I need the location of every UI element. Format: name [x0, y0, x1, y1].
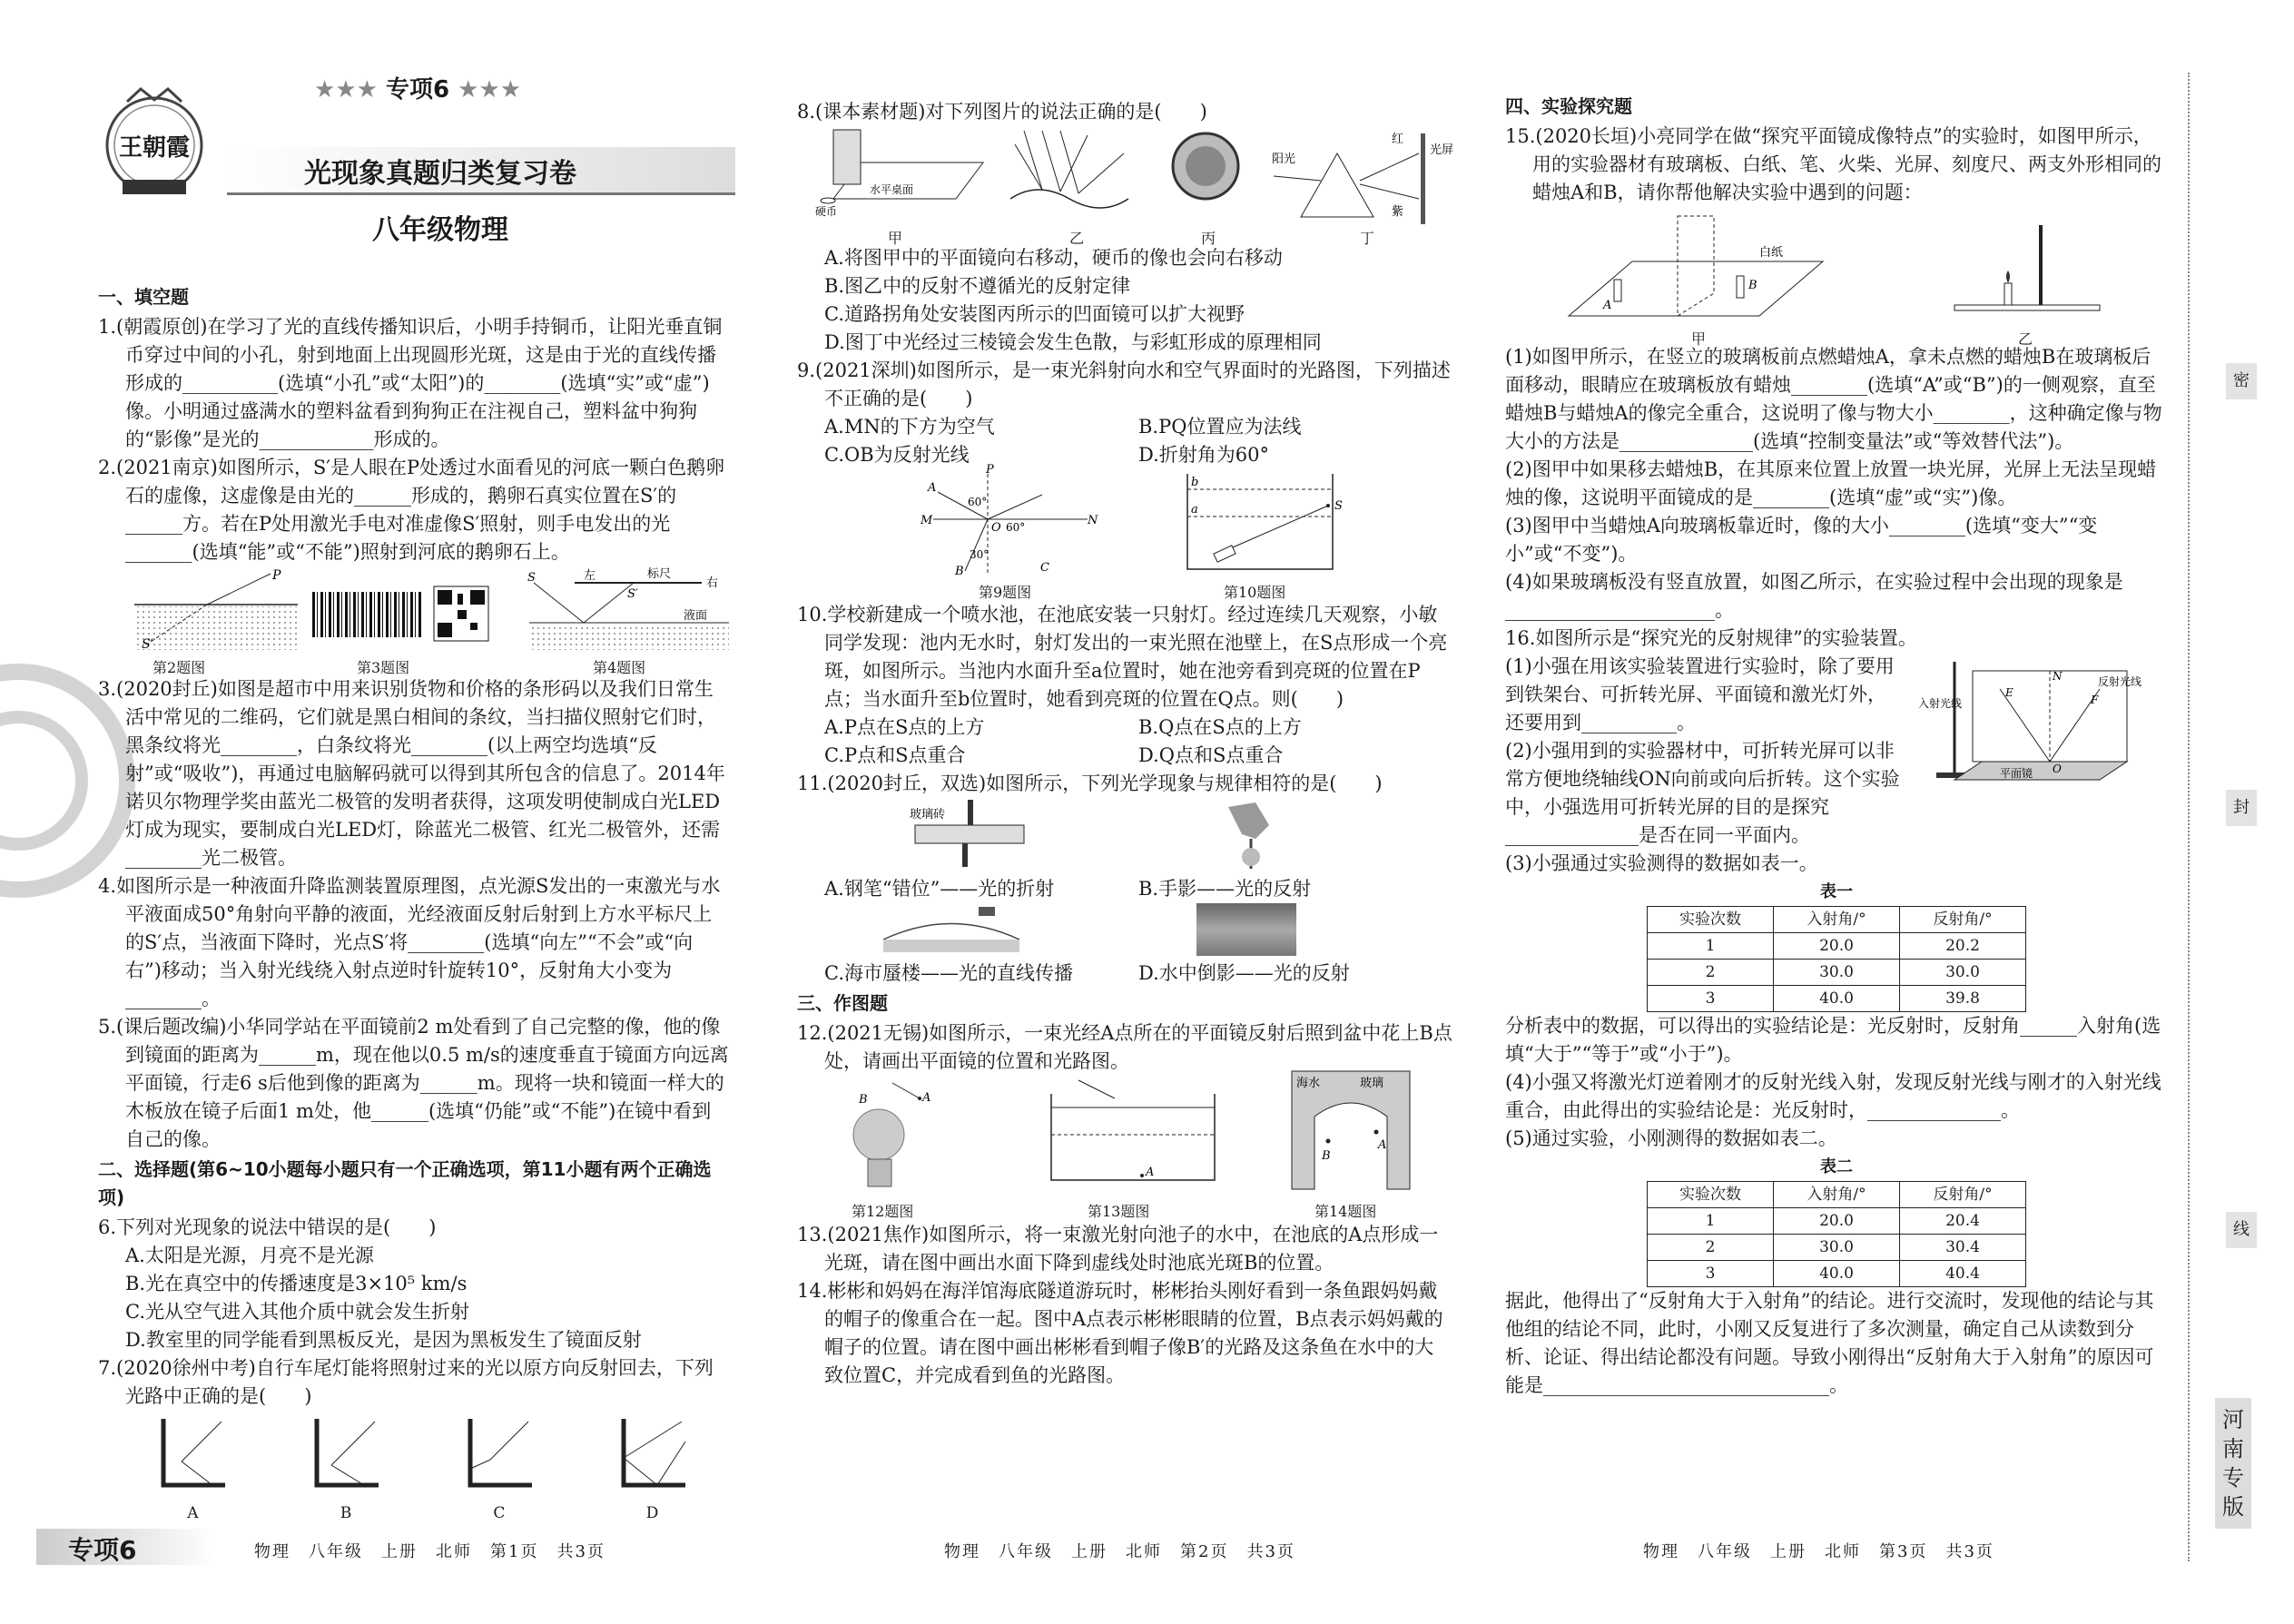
t1-cell: 3	[1648, 986, 1774, 1012]
q7-label-d: D	[645, 1504, 659, 1522]
q7-fig-c	[463, 1414, 536, 1528]
f4-label-liquid: 液面	[684, 609, 708, 623]
q10-option-a: A.P点在S点的上方	[824, 716, 985, 738]
q7-label-b: B	[340, 1504, 352, 1522]
special-tag: 专项6	[385, 76, 450, 103]
svg-text:60°: 60°	[1006, 521, 1026, 534]
fig15-jia	[1560, 207, 1832, 325]
q7-fig-d	[616, 1414, 689, 1528]
fig8-caption-jia: 甲	[888, 230, 903, 247]
svg-text:N: N	[1088, 514, 1098, 527]
svg-text:A: A	[922, 1091, 931, 1105]
t1-cell: 2	[1648, 960, 1774, 986]
fig11-shadow	[1219, 798, 1283, 871]
caption-fig3: 第3题图	[357, 659, 410, 676]
fig16-reflected: 反射光线	[2098, 675, 2142, 688]
fig8-yi	[1006, 126, 1133, 217]
svg-text:A: A	[928, 481, 937, 495]
fig15-paper: 白纸	[1759, 246, 1784, 260]
q9-option-c: C.OB为反射光线	[824, 444, 970, 466]
title-banner: ★★★ 专项6 ★★★	[313, 76, 522, 103]
fig8-red: 红	[1392, 133, 1404, 146]
q7-fig-b	[310, 1414, 382, 1528]
binding-mark-2: 封	[2226, 790, 2257, 826]
q16-part-5-conclusion: 据此，他得出了“反射角大于入射角”的结论。进行交流时，发现他的结论与其他组的结论不同，此时，小刚又反复进行了多次测量，确定自己从读数到分析、论证、得出结论都没有问题。导致小刚得出“反射角大于入射角”的原因可能是______________________________。	[1505, 1290, 2154, 1396]
column-2	[797, 98, 1452, 1390]
footer-page-1: 物理 八年级 上册 北师 第1页 共3页	[254, 1542, 605, 1561]
question-14: 14.彬彬和妈妈在海洋馆海底隧道游玩时，彬彬抬头刚好看到一条鱼跟妈妈戴的帽子的像重合在一起。图中A点表示彬彬眼睛的位置，B点表示妈妈戴的帽子的位置。请在图中画出彬彬看到帽子像B′的光路及这条鱼在水中的大致位置C，并完成看到鱼的光路图。	[797, 1280, 1443, 1386]
svg-text:P: P	[986, 463, 994, 477]
fig9	[915, 463, 1098, 578]
q16-part-1: (1)小强在用该实验装置进行实验时，除了要用到铁架台、可折转光屏、平面镜和激光灯外，还要用到__________。	[1505, 655, 1895, 733]
svg-text:O: O	[991, 521, 1001, 535]
q11-figures-bottom	[797, 903, 1452, 960]
q11-options-cd	[797, 960, 1452, 988]
q15-part-4: (4)如果玻璃板没有竖直放置，如图乙所示，在实验过程中会出现的现象是______________________。	[1505, 571, 2123, 621]
section-4-heading: 四、实验探究题	[1505, 95, 1632, 117]
footer-page-3: 物理 八年级 上册 北师 第3页 共3页	[1643, 1542, 1994, 1561]
question-15: 15.(2020长垣)小亮同学在做“探究平面镜成像特点”的实验时，如图甲所示，用的实验器材有玻璃板、白纸、笔、火柴、光屏、刻度尺、两支外形相同的蜡烛A和B，请你帮他解决实验中遇到的问题：	[1505, 125, 2161, 203]
svg-text:A: A	[1378, 1138, 1387, 1152]
q9-option-d: D.折射角为60°	[1138, 444, 1269, 466]
table-2	[1647, 1181, 2026, 1287]
q10-option-d: D.Q点和S点重合	[1138, 744, 1284, 766]
question-10: 10.学校新建成一个喷水池，在池底安装一只射灯。经过连续几天观察，小敏同学发现：池内无水时，射灯发出的一束光照在池壁上，在S点形成一个亮斑，如图所示。当池内水面升至a位置时，她在池旁看到亮斑的位置在P点；当水面升至b位置时，她看到亮斑的位置在Q点。则( )	[797, 604, 1448, 710]
question-8: 8.(课本素材题)对下列图片的说法正确的是( )	[797, 101, 1207, 123]
q6-option-d: D.教室里的同学能看到黑板反光，是因为黑板发生了镜面反射	[125, 1329, 642, 1351]
t1-cell: 20.2	[1900, 933, 2026, 960]
binding-mark-1: 密	[2226, 363, 2257, 399]
fig15-caption-yi: 乙	[2018, 330, 2033, 348]
q9-option-b: B.PQ位置应为法线	[1138, 416, 1302, 438]
caption-fig9: 第9题图	[979, 584, 1032, 601]
svg-text:M: M	[921, 514, 933, 527]
q7-label-c: C	[493, 1504, 506, 1522]
fig8-ding	[1265, 126, 1454, 226]
svg-text:A: A	[1603, 299, 1612, 312]
q15-figures	[1505, 207, 2168, 348]
svg-text:S′: S′	[627, 587, 638, 601]
figure-2	[125, 566, 307, 653]
fig8-coin: 硬币	[815, 205, 838, 218]
t1-cell: 1	[1648, 933, 1774, 960]
figures-2-4	[98, 566, 729, 675]
fig11-reflection	[1196, 903, 1296, 956]
svg-text:F: F	[2091, 694, 2099, 706]
fig8-caption-yi: 乙	[1069, 230, 1085, 247]
fig12	[852, 1076, 960, 1194]
q16-top	[1505, 653, 2168, 850]
fig14	[1287, 1067, 1414, 1194]
q11-option-b: B.手影——光的反射	[1138, 878, 1312, 900]
t2-cell: 1	[1648, 1208, 1774, 1235]
svg-text:b: b	[1191, 476, 1199, 489]
question-3: 3.(2020封丘)如图是超市中用来识别货物和价格的条形码以及我们日常生活中常见的二维码，它们就是黑白相间的条纹，当扫描仪照射它们时，黑条纹将光________，白条纹将光________(以上两空均选填“反射”或“吸收”)，再通过电脑解码就可以得到其所包含的信息了。2014年诺贝尔物理学奖由蓝光二极管的发明者获得，这项发明使制成白光LED灯成为现实，要制成白光LED灯，除蓝光二极管、红光二极管外，还需________光二极管。	[98, 678, 725, 869]
fig11-pen	[906, 798, 1033, 871]
svg-text:B: B	[859, 1093, 868, 1107]
t2-cell: 3	[1648, 1261, 1774, 1287]
question-13: 13.(2021焦作)如图所示，将一束激光射向池子的水中，在池底的A点形成一光斑，请在图中画出水面下降到虚线处时池底光斑B的位置。	[797, 1224, 1439, 1274]
q6-option-c: C.光从空气进入其他介质中就会发生折射	[125, 1301, 469, 1323]
svg-text:S: S	[527, 571, 536, 585]
q7-label-a: A	[187, 1504, 199, 1522]
question-7: 7.(2020徐州中考)自行车尾灯能将照射过来的光以原方向反射回去，下列光路中正确的是( )	[98, 1357, 714, 1407]
f4-label-right: 右	[706, 576, 719, 590]
svg-text:B: B	[1748, 279, 1757, 292]
question-6: 6.下列对光现象的说法中错误的是( )	[98, 1216, 437, 1238]
svg-text:30°: 30°	[970, 548, 989, 561]
section-3-heading: 三、作图题	[797, 992, 888, 1014]
q15-part-1: (1)如图甲所示，在竖立的玻璃板前点燃蜡烛A，拿未点燃的蜡烛B在玻璃板后面移动，眼睛应在玻璃板放有蜡烛________(选填“A”或“B”)的一侧观察，直至蜡烛B与蜡烛A的像完全重合，这说明了像与物大小________，这种确定像与物大小的方法是______________(选填“控制变量法”或“等效替代法”)。	[1505, 346, 2162, 452]
t1-header-2: 反射角/°	[1900, 907, 2026, 933]
svg-text:A: A	[1146, 1166, 1155, 1179]
q11-option-c: C.海市蜃楼——光的直线传播	[824, 962, 1073, 984]
q11-figures-top	[797, 798, 1452, 875]
fig8-sun: 阳光	[1272, 153, 1296, 166]
figure-4	[520, 566, 738, 653]
fig13	[1042, 1076, 1224, 1194]
fig10	[1178, 469, 1342, 578]
question-11: 11.(2020封丘，双选)如图所示，下列光学现象与规律相符的是( )	[797, 773, 1383, 794]
svg-text:60°: 60°	[968, 496, 988, 508]
question-16: 16.如图所示是“探究光的反射规律”的实验装置。	[1505, 627, 1917, 649]
t1-header-0: 实验次数	[1648, 907, 1774, 933]
q16-text-block	[1505, 653, 1905, 850]
q6-option-b: B.光在真空中的传播速度是3×10⁵ km/s	[125, 1273, 468, 1294]
q9-options	[797, 413, 1452, 469]
svg-text:N: N	[2053, 670, 2063, 683]
q16-part-3-conclusion: 分析表中的数据，可以得出的实验结论是：光反射时，反射角______入射角(选填“大于”“等于”或“小于”)。	[1505, 1015, 2161, 1065]
fig16-mirror: 平面镜	[2000, 767, 2033, 780]
q15-part-3: (3)图甲中当蜡烛A向玻璃板靠近时，像的大小________(选填“变大”“变小”或“不变”)。	[1505, 515, 2098, 565]
t2-header-0: 实验次数	[1648, 1182, 1774, 1208]
question-1: 1.(朝霞原创)在学习了光的直线传播知识后，小明手持铜币，让阳光垂直铜币穿过中间的小孔，射到地面上出现圆形光斑，这是由于光的直线传播形成的__________(选填“小孔”或“太阳”)的________(选填“实”或“虚”)像。小明通过盛满水的塑料盆看到狗狗正在注视自己，塑料盆中狗狗的“影像”是光的____________形成的。	[98, 316, 723, 450]
page-subtitle: 八年级物理	[372, 214, 508, 246]
q9-q10-figures	[797, 463, 1452, 601]
table-1-title: 表一	[1820, 882, 1853, 901]
fig14-glass: 玻璃	[1360, 1077, 1384, 1090]
svg-text:O: O	[2053, 763, 2062, 775]
question-12: 12.(2021无锡)如图所示，一束光经A点所在的平面镜反射后照到盆中花上B点处，请画出平面镜的位置和光路图。	[797, 1022, 1452, 1072]
svg-text:E: E	[2005, 686, 2013, 699]
q8-figures	[797, 126, 1454, 247]
q11-option-d: D.水中倒影——光的反射	[1138, 962, 1350, 984]
fig16-incident: 入射光线	[1918, 697, 1963, 710]
svg-text:P: P	[272, 568, 281, 583]
fig16	[1918, 653, 2154, 789]
binding-mark-3: 线	[2226, 1212, 2257, 1248]
q7-figures	[98, 1414, 729, 1528]
fig8-screen: 光屏	[1430, 143, 1454, 157]
fig8-table: 水平桌面	[870, 183, 914, 196]
q12-q14-figures	[797, 1076, 1452, 1221]
svg-text:a: a	[1191, 503, 1198, 517]
caption-fig4: 第4题图	[593, 659, 646, 676]
caption-fig2: 第2题图	[153, 659, 206, 676]
t2-cell: 40.4	[1900, 1261, 2026, 1287]
fig11-glass: 玻璃砖	[910, 808, 946, 822]
qr-code	[434, 586, 488, 641]
t1-cell: 39.8	[1900, 986, 2026, 1012]
q11-options-ab	[797, 875, 1452, 903]
t2-cell: 30.4	[1900, 1235, 2026, 1261]
q8-option-a: A.将图甲中的平面镜向右移动，硬币的像也会向右移动	[824, 247, 1283, 269]
caption-fig12: 第12题图	[852, 1203, 914, 1220]
t1-cell: 20.0	[1774, 933, 1900, 960]
fig8-caption-ding: 丁	[1360, 230, 1375, 247]
q10-option-c: C.P点和S点重合	[824, 744, 966, 766]
question-9: 9.(2021深圳)如图所示，是一束光斜射向水和空气界面时的光路图，下列描述不正确的是( )	[797, 359, 1451, 409]
column-3	[1505, 91, 2168, 1400]
q8-option-b: B.图乙中的反射不遵循光的反射定律	[824, 275, 1131, 297]
footer-tag-text: 专项6	[68, 1535, 137, 1565]
f4-label-ruler: 标尺	[647, 567, 672, 581]
t1-cell: 30.0	[1900, 960, 2026, 986]
q8-option-d: D.图丁中光经过三棱镜会发生色散，与彩虹形成的原理相同	[824, 331, 1322, 353]
q8-option-c: C.道路拐角处安装图丙所示的凹面镜可以扩大视野	[824, 303, 1245, 325]
t2-cell: 20.0	[1774, 1208, 1900, 1235]
question-2: 2.(2021南京)如图所示，S′是人眼在P处透过水面看见的河底一颗白色鹅卵石的虚像，这虚像是由光的______形成的，鹅卵石真实位置在S′的______方。若在P处用激光手电对准虚像S′照射，则手电发出的光_______(选填“能”或“不能”)照射到河底的鹅卵石上。	[98, 457, 725, 563]
fig8-bing	[1169, 130, 1242, 202]
q6-option-a: A.太阳是光源，月亮不是光源	[125, 1245, 374, 1266]
t2-header-2: 反射角/°	[1900, 1182, 2026, 1208]
region-edition-tab: 河南专版	[2215, 1398, 2251, 1529]
fig8-violet: 紫	[1392, 205, 1404, 219]
q10-options	[797, 714, 1452, 770]
q16-part-2: (2)小强用到的实验器材中，可折转光屏可以非常方便地绕轴线ON向前或向后折转。这个实验中，小强选用可折转光屏的目的是探究______________是否在同一平面内。	[1505, 740, 1900, 846]
header	[100, 64, 735, 272]
logo-text: 王朝霞	[118, 134, 190, 162]
caption-fig13: 第13题图	[1088, 1203, 1150, 1220]
q9-option-a: A.MN的下方为空气	[824, 416, 995, 438]
svg-text:S′: S′	[142, 637, 153, 652]
t2-cell: 20.4	[1900, 1208, 2026, 1235]
fig8-jia	[815, 126, 988, 217]
svg-text:B: B	[955, 565, 964, 578]
page-title: 光现象真题归类复习卷	[304, 158, 576, 190]
section-2-heading: 二、选择题(第6~10小题每小题只有一个正确选项，第11小题有两个正确选项)	[98, 1158, 712, 1208]
q11-option-a: A.钢笔“错位”——光的折射	[824, 878, 1055, 900]
t2-header-1: 入射角/°	[1774, 1182, 1900, 1208]
svg-text:B: B	[1322, 1149, 1331, 1163]
fig14-sea: 海水	[1296, 1077, 1321, 1090]
q15-part-2: (2)图甲中如果移去蜡烛B，在其原来位置上放置一块光屏，光屏上无法呈现蜡烛的像，这说明平面镜成的是________(选填“虚”或“实”)像。	[1505, 458, 2157, 508]
fig15-caption-jia: 甲	[1691, 330, 1707, 348]
fig8-caption-bing: 丙	[1201, 230, 1216, 247]
fig15-yi	[1950, 207, 2104, 325]
q7-fig-a	[156, 1414, 229, 1528]
caption-fig10: 第10题图	[1224, 584, 1286, 601]
question-5: 5.(课后题改编)小华同学站在平面镜前2 m处看到了自己完整的像，他的像到镜面的距离为______m，现在他以0.5 m/s的速度垂直于镜面方向远离平面镜，行走6 s后他到像的距离为______m。现将一块和镜面一样大的木板放在镜子后面1 m处，他______(选填“仍能”或“不能”)在镜中看到自己的像。	[98, 1016, 729, 1150]
table-1	[1647, 906, 2026, 1012]
f4-label-left: 左	[584, 569, 596, 583]
question-4: 4.如图所示是一种液面升降监测装置原理图，点光源S发出的一束激光与水平液面成50°角射向平静的液面，光经液面反射后射到上方水平标尺上的S′点，当液面下降时，光点S′将________(选填“向左”“不会”或“向右”)移动；当入射光线绕入射点逆时针旋转10°，反射角大小变为________。	[98, 875, 721, 1009]
t1-cell: 30.0	[1774, 960, 1900, 986]
section-1-heading: 一、填空题	[98, 286, 189, 308]
t1-header-1: 入射角/°	[1774, 907, 1900, 933]
barcode	[312, 592, 421, 637]
q10-option-b: B.Q点在S点的上方	[1138, 716, 1302, 738]
caption-fig14: 第14题图	[1314, 1203, 1377, 1220]
q16-part-4: (4)小强又将激光灯逆着刚才的反射光线入射，发现反射光线与刚才的入射光线重合，由此得出的实验结论是：光反射时，______________。	[1505, 1071, 2161, 1121]
svg-text:S: S	[1334, 499, 1343, 513]
t1-cell: 40.0	[1774, 986, 1900, 1012]
binding-line	[2188, 73, 2190, 1561]
q16-part-5: (5)通过实验，小刚测得的数据如表二。	[1505, 1127, 1837, 1149]
column-1	[98, 281, 729, 1528]
t2-cell: 2	[1648, 1235, 1774, 1261]
t2-cell: 40.0	[1774, 1261, 1900, 1287]
t2-cell: 30.0	[1774, 1235, 1900, 1261]
table-2-title: 表二	[1820, 1157, 1853, 1176]
fig11-mirage	[879, 903, 1024, 958]
footer-page-2: 物理 八年级 上册 北师 第2页 共3页	[944, 1542, 1295, 1561]
svg-text:C: C	[1040, 561, 1049, 575]
q16-part-3: (3)小强通过实验测得的数据如表一。	[1505, 852, 1818, 874]
